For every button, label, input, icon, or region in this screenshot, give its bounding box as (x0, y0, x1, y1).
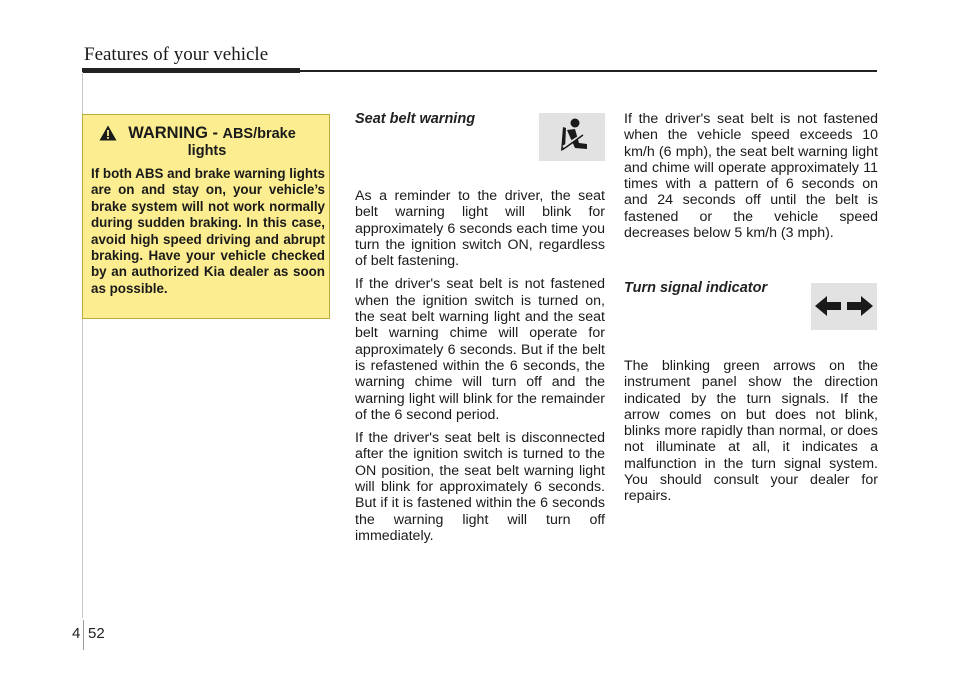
warning-box (82, 114, 330, 319)
warning-topic-line2: lights (187, 143, 227, 159)
warning-label: WARNING - (128, 124, 219, 142)
turn-signal-arrows-icon (811, 283, 877, 330)
seat-belt-icon-box (539, 113, 605, 161)
turn-signal-paragraph: The blinking green arrows on the instrument panel show the direction indicated by the turn signals. If the arrow comes on but does not blink, blinks more rapidly than normal, or does not illuminate at all, it indicates a malfunction in the turn signal system. You should consult your dealer for repairs. (624, 358, 878, 505)
header-rule-thin (300, 70, 877, 72)
seat-belt-paragraph-3: If the driver's seat belt is disconnected after the ignition switch is turned to the ON position, the seat belt warning light will blink for approximately 6 seconds. But if it is fastened within the 6 seconds the warning light will turn off immediately. (355, 430, 605, 544)
turn-signal-heading: Turn signal indicator (624, 280, 768, 296)
seat-belt-text (355, 188, 605, 551)
warning-topic: ABS/brake (222, 126, 296, 142)
page-number-divider (83, 620, 84, 650)
chapter-number: 4 (72, 625, 81, 642)
seat-belt-paragraph-1: As a reminder to the driver, the seat belt warning light will blink for approximately 6 seconds each time you turn the ignition switch ON, regardless of belt fastening. (355, 188, 605, 270)
seat-belt-paragraph-4: If the driver's seat belt is not fastened when the vehicle speed exceeds 10 km/h (6 mph), the seat belt warning light and chime will operate approximately 11 times with a pattern of 6 seconds on and 24 seconds off until the belt is fastened or the vehicle speed decreases below 5 km/h (3 mph). (624, 111, 878, 242)
warning-body: If both ABS and brake warning lights are on and stay on, your vehicle’s brake system will not work normally during sudden braking. In this case, avoid high speed driving and abrupt braking. Have your vehicle checked by an authorized Kia dealer as soon as possible. (91, 166, 325, 296)
seat-belt-continued (624, 111, 878, 248)
page-number: 52 (88, 625, 105, 642)
seat-belt-heading: Seat belt warning (355, 111, 476, 127)
seat-belt-icon (539, 113, 605, 161)
warning-heading (97, 124, 327, 143)
seat-belt-paragraph-2: If the driver's seat belt is not fastened when the ignition switch is turned on, the seat belt warning light and the seat belt warning chime will operate for approximately 6 seconds. But if the belt is refastened within the 6 seconds, the warning chime will turn off and the warning light will blink for the remainder of the 6 second period. (355, 276, 605, 423)
turn-signal-icon-box (811, 283, 877, 330)
page-header-title: Features of your vehicle (84, 44, 269, 65)
header-rule-thick (82, 68, 300, 73)
turn-signal-text (624, 358, 878, 512)
